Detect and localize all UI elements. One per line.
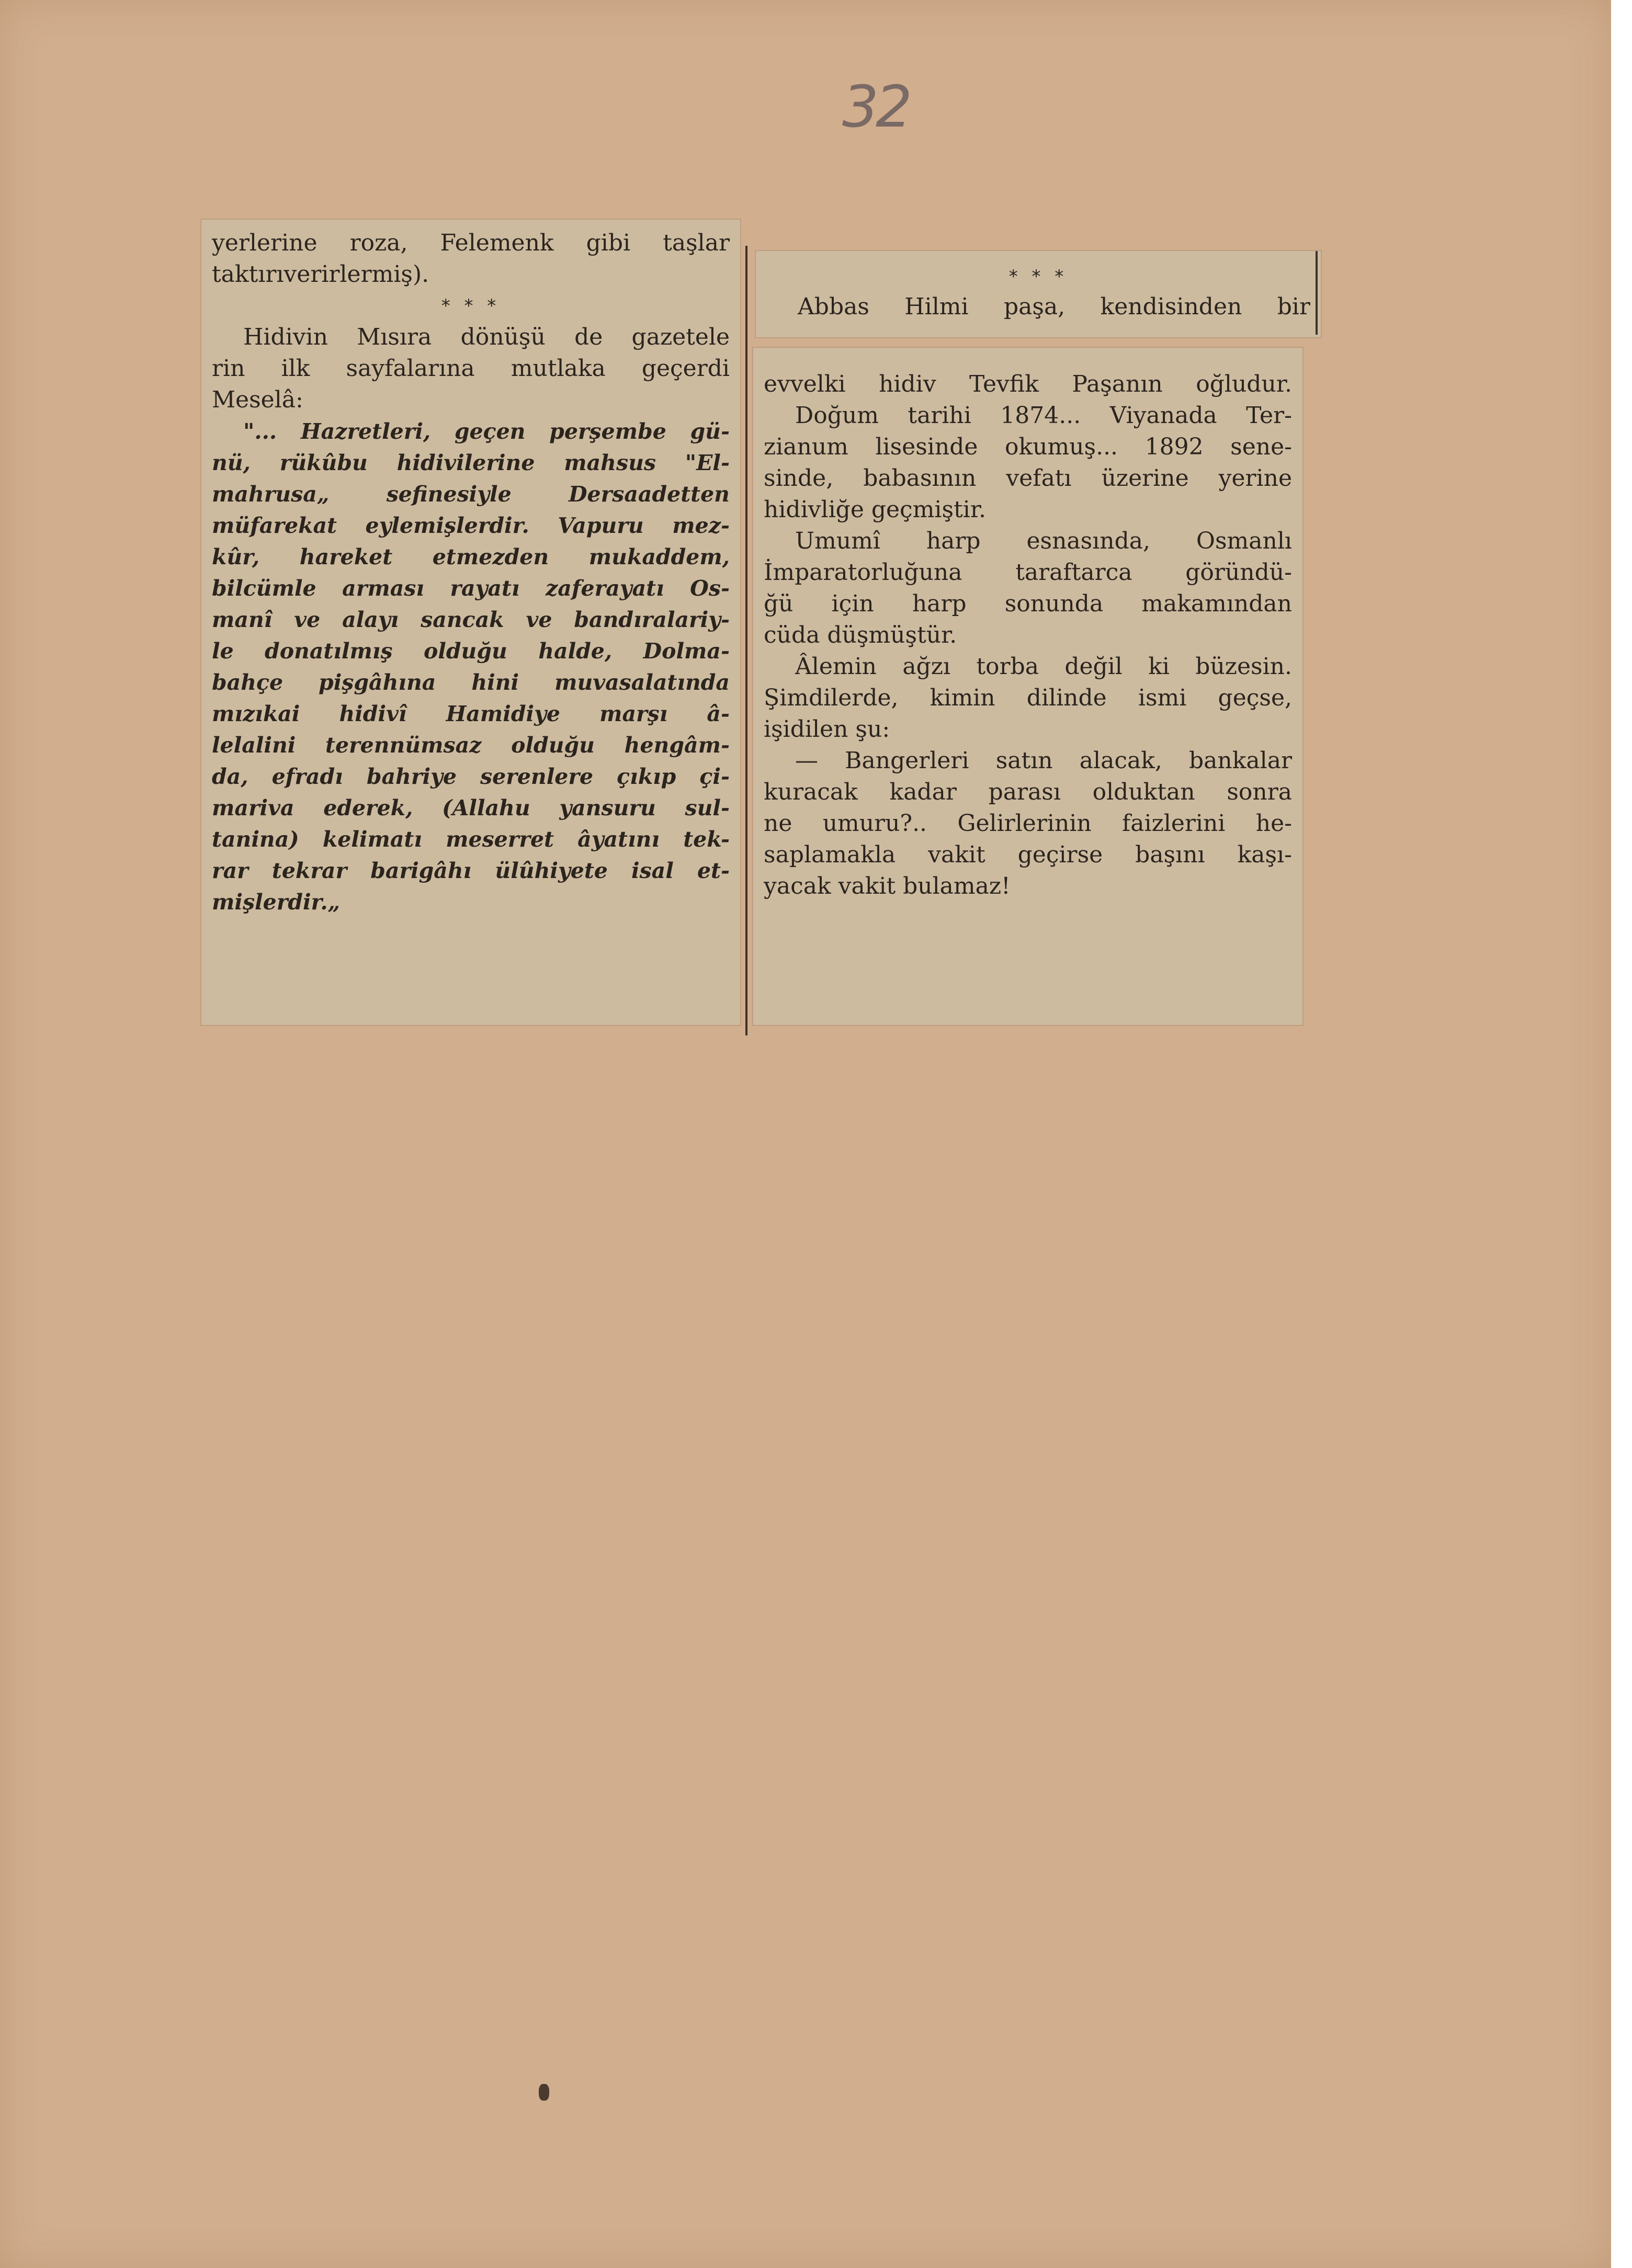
text-line: rin ilk sayfalarına mutlaka geçerdi — [212, 355, 730, 382]
text-line: zianum lisesinde okumuş... 1892 sene- — [764, 434, 1292, 460]
text-line: müfarekat eylemişlerdir. Vapuru mez- — [212, 513, 730, 538]
right-top-column-text — [766, 261, 1310, 322]
newspaper-clipping-left — [201, 220, 740, 1025]
text-line: ğü için harp sonunda makamından — [764, 590, 1292, 617]
text-line: tanina) kelimatı meserret âyatını tek- — [212, 827, 730, 852]
text-line: kuracak kadar parası olduktan sonra — [764, 779, 1292, 805]
text-line: İmparatorluğuna taraftarca göründü- — [764, 559, 1292, 586]
text-line: Âlemin ağzı torba değil ki büzesin. — [795, 653, 1292, 680]
text-line: bahçe pişgâhına hini muvasalatında — [212, 670, 730, 695]
text-line: mariva ederek, (Allahu yansuru sul- — [212, 795, 730, 820]
newspaper-clipping-right — [753, 348, 1302, 1025]
text-line: Hidivin Mısıra dönüşü de gazetele — [243, 324, 730, 350]
text-line: da, efradı bahriye serenlere çıkıp çi- — [212, 764, 730, 789]
text-line: Doğum tarihi 1874... Viyanada Ter- — [795, 402, 1292, 429]
text-line: evvelki hidiv Tevfik Paşanın oğludur. — [764, 371, 1292, 397]
section-separator: * * * — [1008, 266, 1068, 287]
column-divider-top — [1316, 251, 1318, 335]
text-line: ne umuru?.. Gelirlerinin faizlerini he- — [764, 810, 1292, 837]
section-separator: * * * — [441, 295, 501, 316]
right-column-text — [764, 369, 1292, 902]
text-line: "... Hazretleri, geçen perşembe gü- — [243, 419, 730, 444]
text-line: kûr, hareket etmezden mukaddem, — [212, 544, 730, 569]
text-line: yacak vakit bulamaz! — [764, 873, 1011, 899]
left-column-text — [212, 227, 730, 918]
text-line: işidilen şu: — [764, 716, 890, 743]
text-line: bilcümle arması rayatı zaferayatı Os- — [212, 576, 730, 601]
text-line: nü, rükûbu hidivilerine mahsus "El- — [212, 450, 730, 475]
text-line: cüda düşmüştür. — [764, 622, 957, 648]
page-number: 32 — [842, 73, 909, 140]
text-line: le donatılmış olduğu halde, Dolma- — [212, 639, 730, 664]
text-line: — Bangerleri satın alacak, bankalar — [795, 747, 1292, 774]
text-line: Abbas Hilmi paşa, kendisinden bir — [798, 293, 1310, 320]
newspaper-clipping-right-top — [756, 251, 1321, 337]
text-line: mızıkai hidivî Hamidiye marşı â- — [212, 701, 730, 726]
text-line: mahrusa„ sefinesiyle Dersaadetten — [212, 482, 730, 507]
column-divider — [745, 246, 747, 1035]
text-line: Şimdilerde, kimin dilinde ismi geçse, — [764, 685, 1292, 711]
text-line: mişlerdir.„ — [212, 890, 341, 915]
text-line: Umumî harp esnasında, Osmanlı — [795, 528, 1292, 554]
text-line: Meselâ: — [212, 386, 303, 413]
text-line: rar tekrar barigâhı ülûhiyete isal et- — [212, 858, 730, 883]
text-line: saplamakla vakit geçirse başını kaşı- — [764, 841, 1292, 868]
text-line: hidivliğe geçmiştir. — [764, 496, 987, 523]
text-line: manî ve alayı sancak ve bandıralariy- — [212, 607, 730, 632]
text-line: yerlerine roza, Felemenk gibi taşlar — [212, 230, 730, 256]
text-line: taktırıverirlermiş). — [212, 261, 429, 288]
ink-smudge — [539, 2084, 549, 2101]
text-line: lelalini terennümsaz olduğu hengâm- — [212, 733, 730, 758]
text-line: sinde, babasının vefatı üzerine yerine — [764, 465, 1292, 492]
